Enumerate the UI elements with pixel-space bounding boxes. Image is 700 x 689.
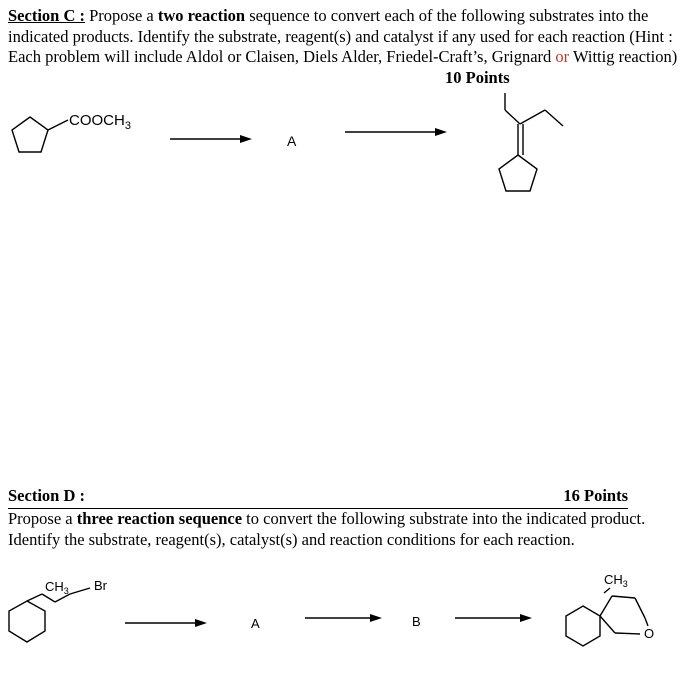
arrow-c1-head bbox=[240, 135, 252, 143]
section-c-text-3: Wittig reaction) bbox=[569, 47, 678, 66]
section-d-title: Section D : bbox=[8, 486, 85, 505]
spiro-bond-5 bbox=[600, 616, 615, 633]
ester-label: $COOCH_3$ bbox=[69, 112, 131, 132]
product-cyclohexane-ring bbox=[566, 606, 600, 646]
section-d-instructions bbox=[8, 509, 688, 550]
intermediate-a-label-c: A bbox=[287, 133, 297, 149]
spiro-bond-4 bbox=[645, 618, 648, 626]
section-c-title: Section C : bbox=[8, 6, 85, 25]
oxygen-label: O bbox=[644, 626, 655, 641]
intermediate-a-label-d: A bbox=[251, 616, 260, 631]
spiro-bond-2 bbox=[612, 596, 635, 598]
spiro-bond-6 bbox=[615, 633, 640, 634]
methyl-bond-product bbox=[604, 588, 610, 593]
methyl-bond bbox=[27, 594, 42, 601]
spiro-bond-3 bbox=[635, 598, 645, 618]
arrow-d3-head bbox=[520, 614, 532, 622]
cyclopentane-ring bbox=[12, 117, 48, 152]
product-chain-3 bbox=[520, 110, 545, 124]
section-c-bold-text: two reaction bbox=[157, 6, 246, 25]
section-d-bold-text: three reaction sequence bbox=[76, 509, 243, 528]
product-chain-4 bbox=[545, 110, 563, 126]
chain-bond-3 bbox=[70, 588, 90, 594]
section-c-or-highlight: or bbox=[555, 47, 570, 66]
arrow-d1-head bbox=[195, 619, 207, 627]
product-methyl-label: $CH_3$ bbox=[604, 572, 628, 589]
spiro-bond-1 bbox=[600, 596, 612, 616]
arrow-d2-head bbox=[370, 614, 382, 622]
product-chain-1 bbox=[505, 110, 520, 124]
section-c-text-2: sequence to convert each of the following substrates into the indicated products. Identify the substrate, reagent(s) and catalyst if any used for each reaction (Hint : Each problem will include Aldol or Claisen, Diels Alder, Friedel-Craft’s, Grignard bbox=[8, 6, 673, 66]
intermediate-b-label-d: B bbox=[412, 614, 421, 629]
product-cyclopentane-ring bbox=[499, 155, 537, 191]
section-c-text-1: Propose a bbox=[85, 6, 158, 25]
section-d-text-1: Propose a bbox=[8, 509, 77, 528]
section-d-header bbox=[8, 486, 628, 509]
cyclohexane-ring bbox=[9, 601, 45, 642]
start-methyl-label: $CH_3$ bbox=[45, 579, 69, 596]
section-d-text-2: to convert the following substrate into the indicated product. Identify the substrate, reagent(s), catalyst(s) and reaction conditions for each reaction. bbox=[8, 509, 646, 549]
arrow-c2-head bbox=[435, 128, 447, 136]
section-c-points: 10 Points bbox=[445, 68, 510, 87]
bromine-label: Br bbox=[94, 578, 107, 593]
section-d-points: 16 Points bbox=[563, 486, 628, 505]
chain-bond-1 bbox=[42, 594, 55, 602]
ester-bond bbox=[48, 120, 68, 130]
